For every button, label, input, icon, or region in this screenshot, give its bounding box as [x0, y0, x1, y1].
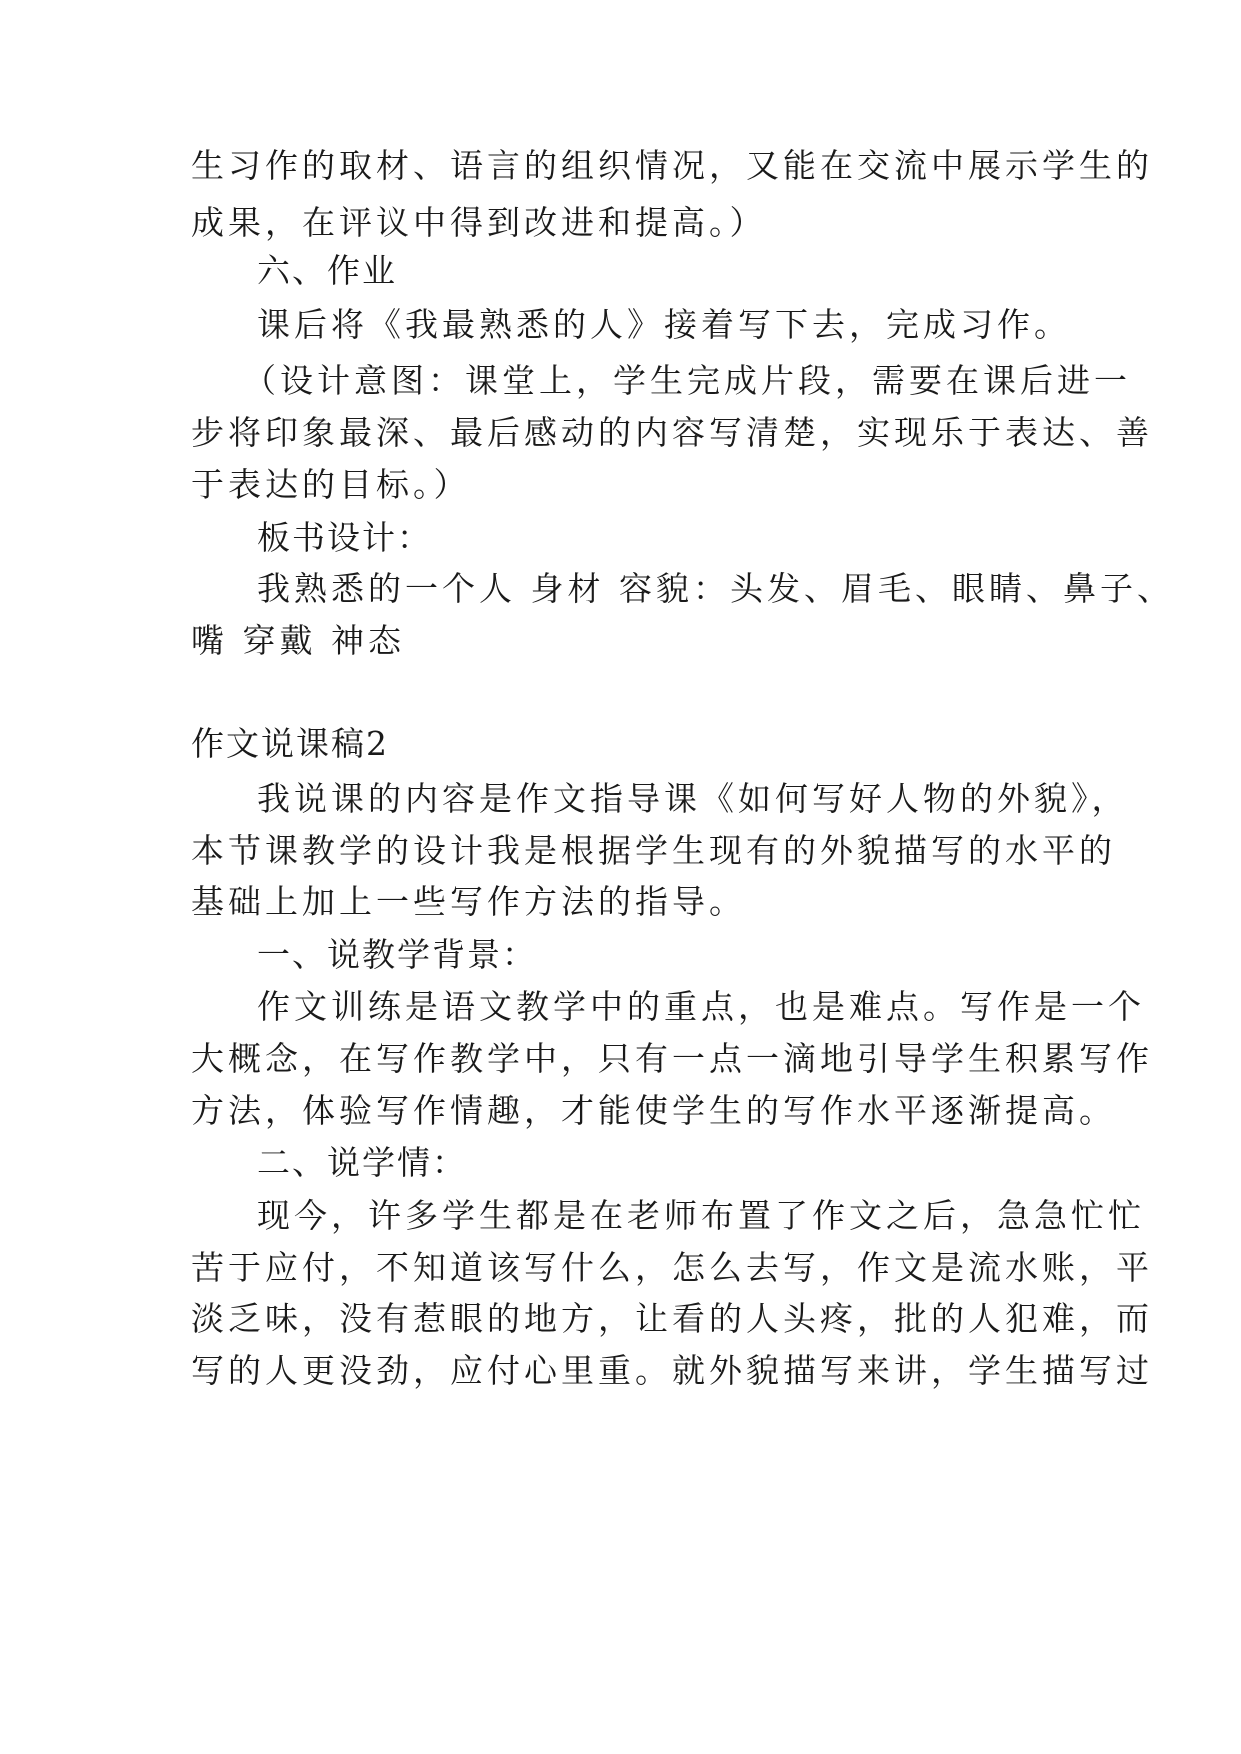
paragraph-line: 苦于应付，不知道该写什么，怎么去写，作文是流水账，平: [191, 1248, 1153, 1287]
paragraph-line: 方法，体验写作情趣，才能使学生的写作水平逐渐提高。: [191, 1091, 1116, 1130]
paragraph-line: 步将印象最深、最后感动的内容写清楚，实现乐于表达、善: [191, 413, 1153, 452]
board-design-heading: 板书设计：: [257, 518, 432, 557]
paragraph-line: 淡乏味，没有惹眼的地方，让看的人头疼，批的人犯难，而: [191, 1299, 1153, 1338]
paragraph-line: 写的人更没劲，应付心里重。就外貌描写来讲，学生描写过: [191, 1351, 1153, 1390]
paragraph-line: 成果，在评议中得到改进和提高。）: [191, 203, 767, 242]
paragraph-line: （设计意图：课堂上，学生完成片段，需要在课后进一: [243, 361, 1131, 400]
section-title: 作文说课稿2: [191, 724, 389, 763]
paragraph-line: 我说课的内容是作文指导课《如何写好人物的外貌》，: [257, 779, 1129, 818]
section-heading-learners: 二、说学情：: [257, 1143, 467, 1182]
paragraph-line: 本节课教学的设计我是根据学生现有的外貌描写的水平的: [191, 831, 1116, 870]
paragraph-line: 作文训练是语文教学中的重点，也是难点。写作是一个: [257, 987, 1145, 1026]
paragraph-line: 基础上加上一些写作方法的指导。: [191, 882, 746, 921]
section-heading-homework: 六、作业: [257, 251, 397, 290]
paragraph-line: 现今，许多学生都是在老师布置了作文之后，急急忙忙: [257, 1196, 1145, 1235]
paragraph-line: 我熟悉的一个人 身材 容貌：头发、眉毛、眼睛、鼻子、: [257, 569, 1174, 608]
paragraph-line: 课后将《我最熟悉的人》接着写下去，完成习作。: [257, 305, 1071, 344]
paragraph-line: 于表达的目标。）: [191, 465, 471, 504]
section-heading-background: 一、说教学背景：: [257, 935, 537, 974]
paragraph-line: 大概念，在写作教学中，只有一点一滴地引导学生积累写作: [191, 1039, 1153, 1078]
paragraph-line: 生习作的取材、语言的组织情况，又能在交流中展示学生的: [191, 146, 1153, 185]
paragraph-line: 嘴 穿戴 神态: [191, 621, 405, 660]
